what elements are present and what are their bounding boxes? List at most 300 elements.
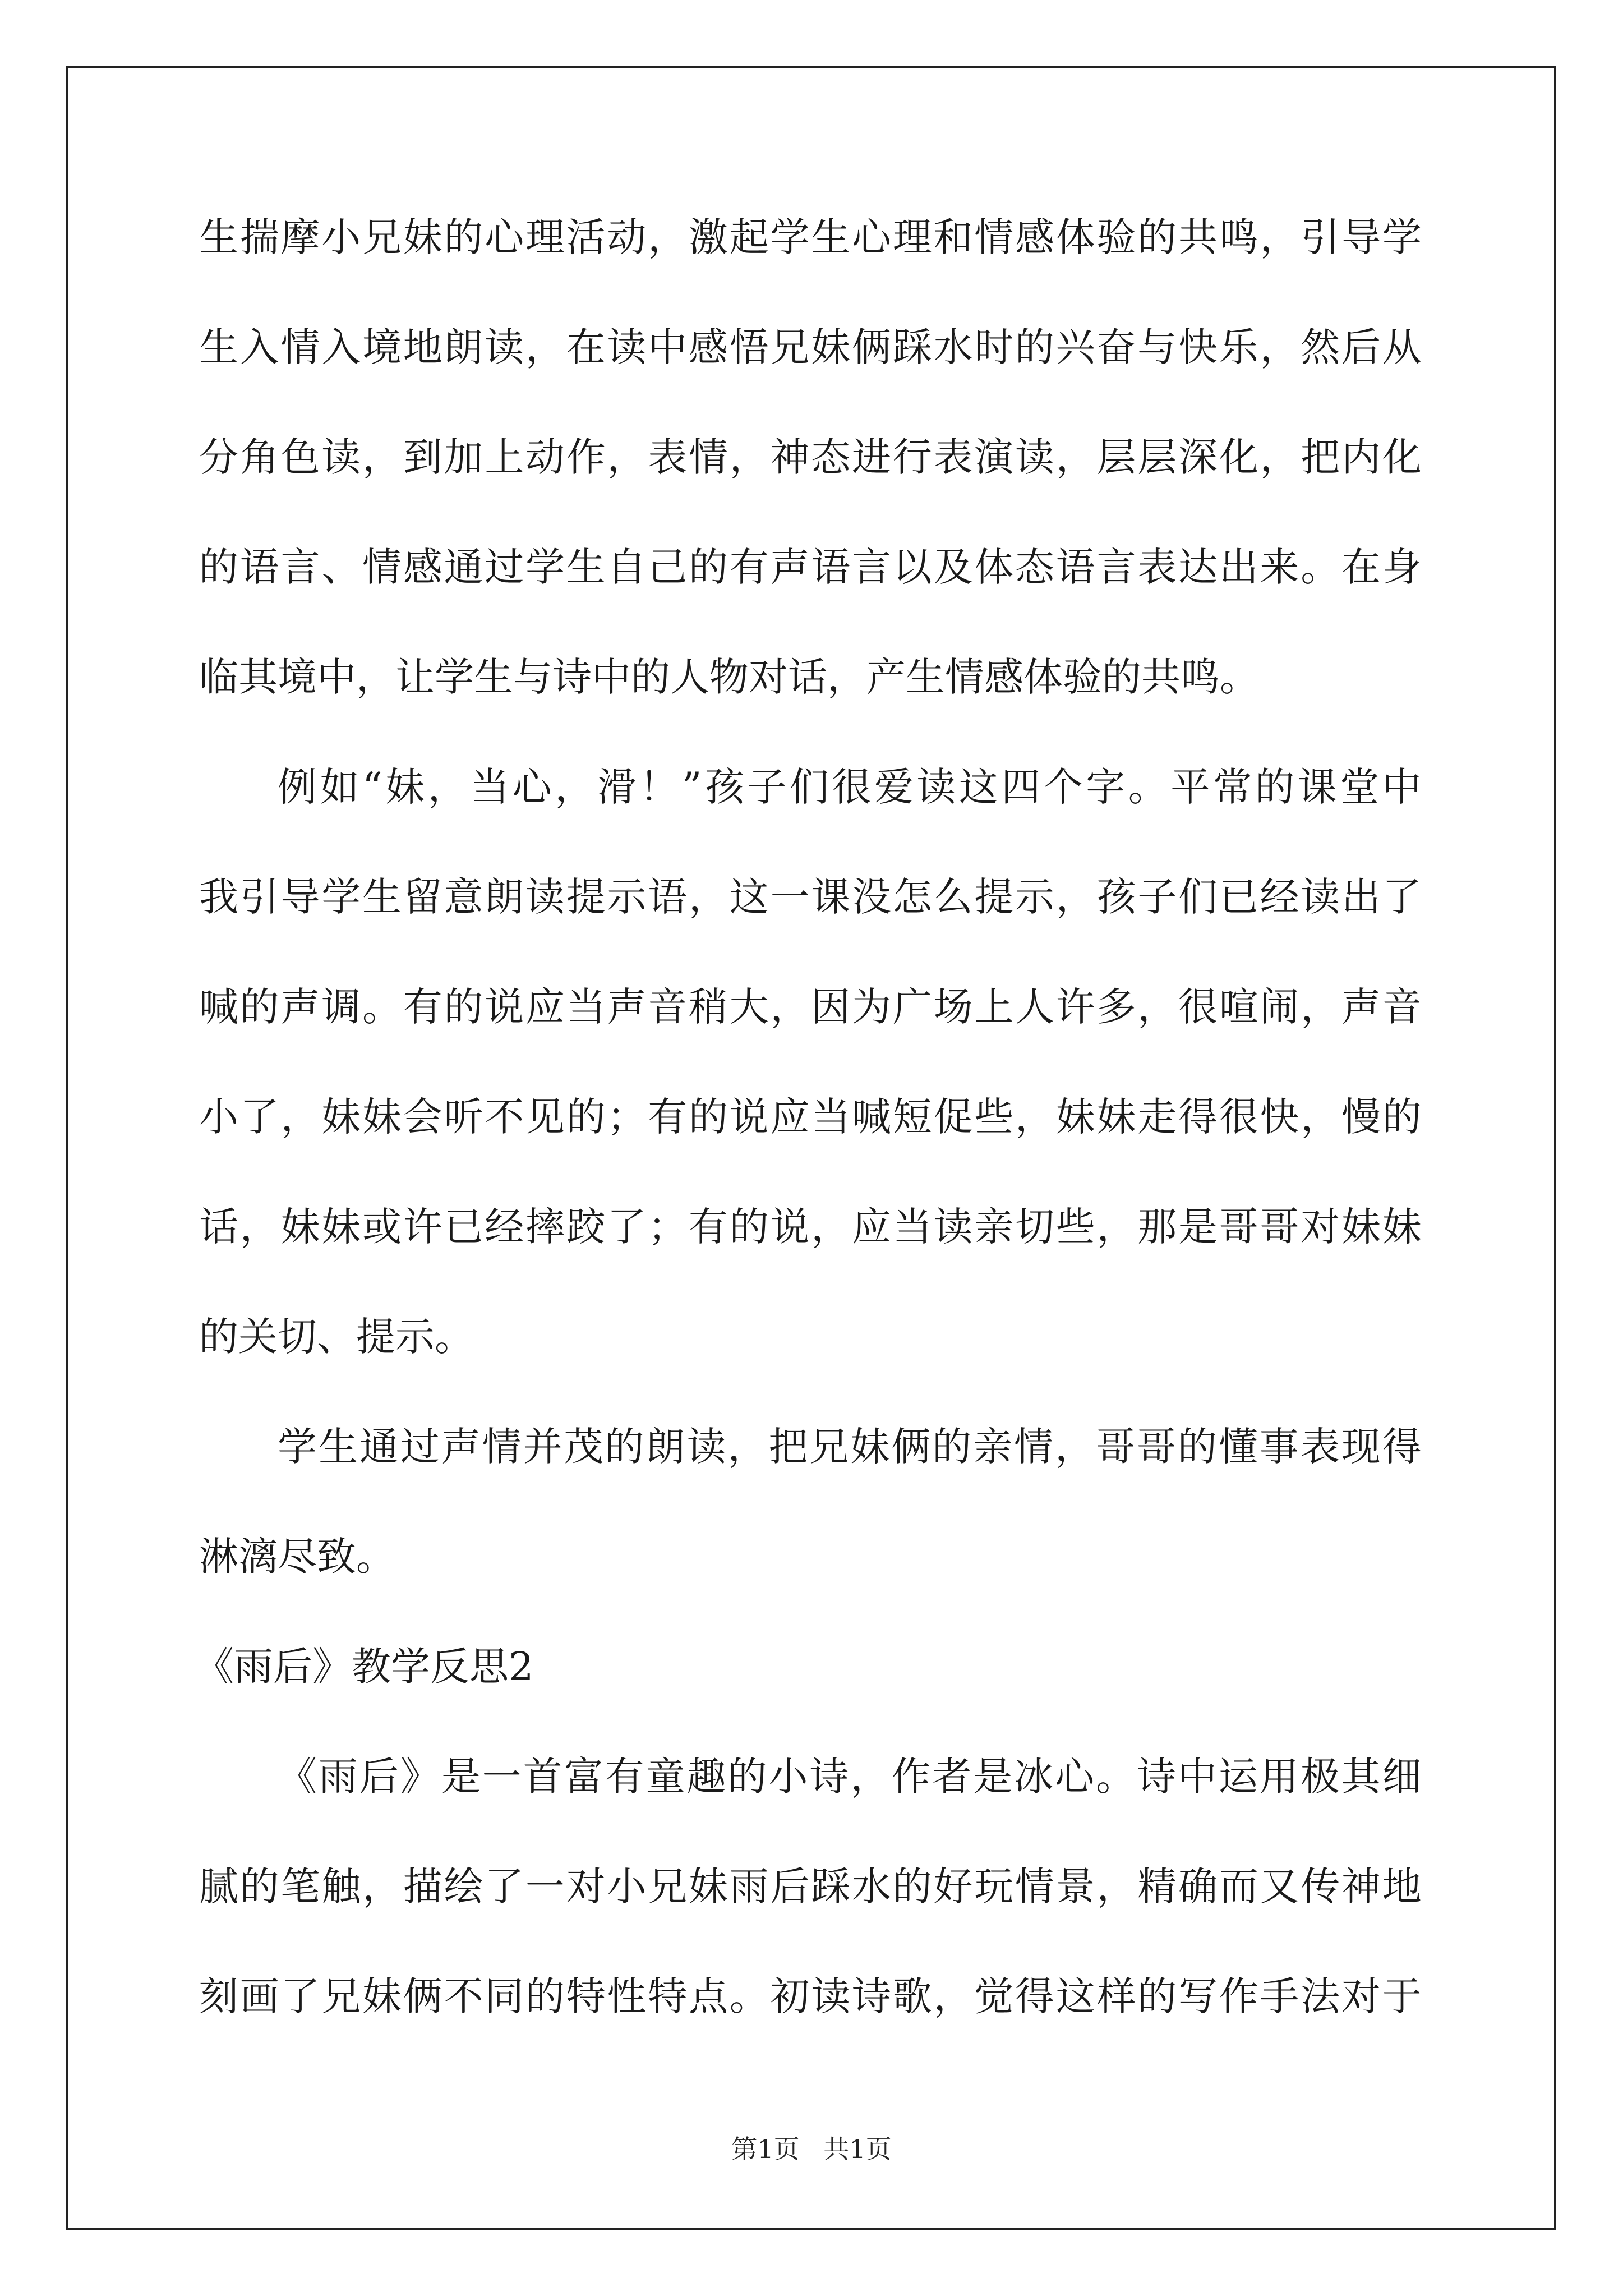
char: 诗 xyxy=(852,1973,891,2019)
char: 分 xyxy=(199,434,238,480)
char: 感 xyxy=(403,544,442,590)
char: 快 xyxy=(1178,324,1218,370)
char: 共 xyxy=(1178,214,1218,260)
char: 特 xyxy=(566,1973,606,2019)
char: 动 xyxy=(525,434,565,480)
char: 在 xyxy=(566,324,606,370)
char: 的 xyxy=(444,214,483,260)
char: 富 xyxy=(564,1754,603,1800)
char: 引 xyxy=(1301,214,1340,260)
char: 笔 xyxy=(280,1864,320,1910)
char: ， xyxy=(1137,984,1177,1030)
char: ， xyxy=(1096,1204,1136,1250)
char: 入 xyxy=(321,324,361,370)
char: 的 xyxy=(1382,1094,1422,1140)
char: 意 xyxy=(444,874,483,920)
char: 哥 xyxy=(1260,1204,1299,1250)
char: 传 xyxy=(1301,1864,1340,1910)
char: 学 xyxy=(278,1424,317,1470)
char: 描 xyxy=(403,1864,442,1910)
char: 或 xyxy=(362,1204,402,1250)
char: 把 xyxy=(1301,434,1340,480)
char: 了 xyxy=(239,1094,279,1140)
char: 了 xyxy=(485,1864,524,1910)
char: 导 xyxy=(1341,214,1381,260)
char: ， xyxy=(427,764,467,810)
char: 的 xyxy=(689,1094,728,1140)
char: 如 xyxy=(320,764,359,810)
char: 朗 xyxy=(645,1424,685,1470)
char: 是 xyxy=(441,1754,481,1800)
char: 个 xyxy=(1043,764,1083,810)
char: 激 xyxy=(689,214,728,260)
char: 读 xyxy=(916,764,956,810)
char: 的 xyxy=(566,1094,606,1140)
char: 孩 xyxy=(704,764,744,810)
char: 促 xyxy=(933,1094,973,1140)
char: 的 xyxy=(239,984,279,1030)
char: 一 xyxy=(482,1754,522,1800)
char: 有 xyxy=(648,1094,688,1140)
char: 情 xyxy=(1015,1864,1054,1910)
char: 朗 xyxy=(485,874,524,920)
char: 初 xyxy=(770,1973,810,2019)
page-footer xyxy=(0,2129,1623,2166)
char: 了 xyxy=(607,1204,647,1250)
char: 后 xyxy=(770,1864,810,1910)
char: ， xyxy=(1301,984,1340,1030)
char: 生 xyxy=(362,874,402,920)
char: 读 xyxy=(607,324,647,370)
char: 语 xyxy=(648,874,688,920)
char: 雨 xyxy=(729,1864,769,1910)
char: 表 xyxy=(1300,1424,1340,1470)
char: 内 xyxy=(1341,434,1381,480)
char: 通 xyxy=(444,544,483,590)
char: 读 xyxy=(811,1973,851,2019)
char: 以 xyxy=(892,544,932,590)
char: 读 xyxy=(686,1424,726,1470)
char: 。 xyxy=(1096,1754,1136,1800)
char: 闹 xyxy=(1260,984,1299,1030)
char: ， xyxy=(727,1424,767,1470)
char: 喊 xyxy=(852,1094,891,1140)
char: 不 xyxy=(444,1973,483,2019)
char: 切 xyxy=(1015,1204,1054,1250)
char: 读 xyxy=(933,1204,973,1250)
char: 从 xyxy=(1382,324,1422,370)
char: 了 xyxy=(280,1973,320,2019)
char: 人 xyxy=(1015,984,1054,1030)
char: ， xyxy=(850,1754,890,1800)
char: 妹 xyxy=(362,1094,402,1140)
char: 声 xyxy=(1341,984,1381,1030)
char: 些 xyxy=(974,1094,1014,1140)
line-text: 的关切、提示。 xyxy=(199,1314,474,1360)
char: 得 xyxy=(1015,1973,1054,2019)
char: 生 xyxy=(566,544,606,590)
char: 性 xyxy=(607,1973,647,2019)
char: 角 xyxy=(239,434,279,480)
char: ； xyxy=(607,1094,647,1140)
char: 点 xyxy=(689,1973,728,2019)
char: 。 xyxy=(362,984,402,1030)
char: 跤 xyxy=(566,1204,606,1250)
char: 很 xyxy=(1178,984,1218,1030)
char: 言 xyxy=(852,544,891,590)
char: 的 xyxy=(892,1864,932,1910)
char: 的 xyxy=(727,1754,767,1800)
char: 哥 xyxy=(1219,1204,1258,1250)
char: 活 xyxy=(566,214,606,260)
char: 乐 xyxy=(1219,324,1258,370)
char: 理 xyxy=(892,214,932,260)
char: 情 xyxy=(362,544,402,590)
char: 演 xyxy=(974,434,1014,480)
char: 妹 xyxy=(403,214,442,260)
char: 到 xyxy=(403,434,442,480)
char: 而 xyxy=(1219,1864,1258,1910)
char: 写 xyxy=(1178,1973,1218,2019)
char: 、 xyxy=(321,544,361,590)
char: 绘 xyxy=(444,1864,483,1910)
char: 为 xyxy=(852,984,891,1030)
char: 已 xyxy=(1219,874,1258,920)
char: 们 xyxy=(789,764,829,810)
char: 读 xyxy=(1015,434,1054,480)
char: 同 xyxy=(485,1973,524,2019)
char: 与 xyxy=(1137,324,1177,370)
char: 作 xyxy=(1219,1973,1258,2019)
text-line xyxy=(199,984,1422,1030)
char: 学 xyxy=(770,214,810,260)
char: 加 xyxy=(444,434,483,480)
char: 得 xyxy=(1178,1094,1218,1140)
char: 觉 xyxy=(974,1973,1014,2019)
char: 的 xyxy=(1137,1973,1177,2019)
char: 得 xyxy=(1382,1424,1422,1470)
char: 妹 xyxy=(280,1204,320,1250)
char: 上 xyxy=(974,984,1014,1030)
char: 会 xyxy=(403,1094,442,1140)
char: ， xyxy=(1260,324,1299,370)
char: 深 xyxy=(1178,434,1218,480)
char: 许 xyxy=(403,1204,442,1250)
char: 心 xyxy=(852,214,891,260)
char: 兄 xyxy=(648,1864,688,1910)
char: ， xyxy=(1096,1864,1136,1910)
char: ， xyxy=(689,874,728,920)
char: 境 xyxy=(362,324,402,370)
char: 》 xyxy=(400,1754,440,1800)
char: 其 xyxy=(1341,1754,1381,1800)
char: 中 xyxy=(1382,764,1422,810)
char: ， xyxy=(729,434,769,480)
heading-text: 《雨后》教学反思2 xyxy=(195,1644,534,1690)
char: 引 xyxy=(239,874,279,920)
char: 态 xyxy=(811,434,851,480)
char: 哥 xyxy=(1137,1424,1177,1470)
char: 亲 xyxy=(973,1424,1013,1470)
char: 感 xyxy=(689,324,728,370)
char: 留 xyxy=(403,874,442,920)
char: 玩 xyxy=(974,1864,1014,1910)
char: 我 xyxy=(199,874,238,920)
char: 妹 xyxy=(1055,1094,1095,1140)
char: 妹 xyxy=(850,1424,890,1470)
char: ， xyxy=(1055,1424,1095,1470)
char: 刻 xyxy=(199,1973,238,2019)
char: 学 xyxy=(1382,214,1422,260)
char: 后 xyxy=(1341,324,1381,370)
char: 学 xyxy=(525,544,565,590)
char: 的 xyxy=(689,544,728,590)
char: 子 xyxy=(747,764,787,810)
char: 样 xyxy=(1096,1973,1136,2019)
char: 声 xyxy=(280,984,320,1030)
char: ， xyxy=(648,214,688,260)
char: ， xyxy=(555,764,594,810)
char: 朗 xyxy=(444,324,483,370)
char: 生 xyxy=(811,214,851,260)
char: 哥 xyxy=(1096,1424,1136,1470)
char: ， xyxy=(1015,1094,1054,1140)
char: 妹 xyxy=(385,764,425,810)
char: 喊 xyxy=(199,984,238,1030)
char: “ xyxy=(362,764,382,810)
char: 很 xyxy=(832,764,872,810)
char: 踩 xyxy=(892,324,932,370)
char: 手 xyxy=(1260,1973,1299,2019)
char: 层 xyxy=(1096,434,1136,480)
char: 摔 xyxy=(525,1204,565,1250)
char: 景 xyxy=(1055,1864,1095,1910)
char: 摩 xyxy=(280,214,320,260)
char: 表 xyxy=(933,434,973,480)
char: 妹 xyxy=(689,1864,728,1910)
char: 妹 xyxy=(321,1204,361,1250)
char: 心 xyxy=(1055,1754,1095,1800)
char: 时 xyxy=(974,324,1014,370)
char: 茂 xyxy=(564,1424,603,1470)
char: ， xyxy=(811,1204,851,1250)
text-line xyxy=(199,1864,1422,1910)
char: 这 xyxy=(729,874,769,920)
char: 层 xyxy=(1137,434,1177,480)
char: ， xyxy=(1301,1094,1340,1140)
char: 动 xyxy=(607,214,647,260)
char: 了 xyxy=(1382,874,1422,920)
char: 奋 xyxy=(1096,324,1136,370)
char: 及 xyxy=(933,544,973,590)
char: 的 xyxy=(1255,764,1295,810)
char: 这 xyxy=(1055,1973,1095,2019)
char: 验 xyxy=(1096,214,1136,260)
char: 趣 xyxy=(686,1754,726,1800)
char: 提 xyxy=(566,874,606,920)
char: 妹 xyxy=(1096,1094,1136,1140)
char: 情 xyxy=(482,1424,522,1470)
char: 当 xyxy=(892,1204,932,1250)
paragraph-first-line xyxy=(278,1424,1422,1470)
char: 出 xyxy=(1219,544,1258,590)
char: 字 xyxy=(1086,764,1126,810)
char: 语 xyxy=(811,544,851,590)
char: 稍 xyxy=(689,984,728,1030)
char: 的 xyxy=(932,1424,972,1470)
char: 首 xyxy=(523,1754,562,1800)
char: 地 xyxy=(1382,1864,1422,1910)
char: 踩 xyxy=(811,1864,851,1910)
text-line xyxy=(199,1094,1422,1140)
char: 一 xyxy=(525,1864,565,1910)
text-line xyxy=(199,1204,1422,1250)
char: 兄 xyxy=(321,1973,361,2019)
char: 爱 xyxy=(874,764,914,810)
char: 过 xyxy=(400,1424,440,1470)
char: 化 xyxy=(1219,434,1258,480)
char: 的 xyxy=(729,1204,769,1250)
char: 水 xyxy=(933,324,973,370)
char: 地 xyxy=(403,324,442,370)
char: 。 xyxy=(729,1973,769,2019)
paragraph-first-line xyxy=(278,764,1422,810)
char: 法 xyxy=(1301,1973,1340,2019)
char: 作 xyxy=(566,434,606,480)
char: 歌 xyxy=(892,1973,932,2019)
line-text: 淋漓尽致。 xyxy=(199,1534,395,1580)
char: 说 xyxy=(485,984,524,1030)
char: 对 xyxy=(1341,1973,1381,2019)
char: 好 xyxy=(933,1864,973,1910)
char: 多 xyxy=(1096,984,1136,1030)
char: 喧 xyxy=(1219,984,1258,1030)
char: 子 xyxy=(1137,874,1177,920)
char: 生 xyxy=(318,1424,358,1470)
page-total: 共1页 xyxy=(823,2134,892,2164)
char: 许 xyxy=(1055,984,1095,1030)
char: 慢 xyxy=(1341,1094,1381,1140)
char: 出 xyxy=(1341,874,1381,920)
char: 小 xyxy=(607,1864,647,1910)
char: 短 xyxy=(892,1094,932,1140)
char: 感 xyxy=(1015,214,1054,260)
char: 事 xyxy=(1259,1424,1299,1470)
paragraph-first-line xyxy=(278,1754,1422,1800)
char: 当 xyxy=(470,764,510,810)
char: ， xyxy=(1260,434,1299,480)
char: 和 xyxy=(933,214,973,260)
char: 经 xyxy=(485,1204,524,1250)
char: 那 xyxy=(1137,1204,1177,1250)
text-line xyxy=(199,654,1259,700)
char: 作 xyxy=(891,1754,931,1800)
char: 小 xyxy=(199,1094,238,1140)
text-line xyxy=(199,324,1422,370)
char: 提 xyxy=(974,874,1014,920)
char: 神 xyxy=(1341,1864,1381,1910)
char: 水 xyxy=(852,1864,891,1910)
char: 妹 xyxy=(811,324,851,370)
char: 过 xyxy=(485,544,524,590)
char: 精 xyxy=(1137,1864,1177,1910)
char: ” xyxy=(681,764,702,810)
char: 。 xyxy=(1128,764,1168,810)
char: 当 xyxy=(566,984,606,1030)
char: 生 xyxy=(199,214,238,260)
char: ， xyxy=(525,324,565,370)
char: 话 xyxy=(199,1204,238,1250)
char: 上 xyxy=(485,434,524,480)
char: 心 xyxy=(512,764,552,810)
char: 应 xyxy=(525,984,565,1030)
char: 冰 xyxy=(1014,1754,1054,1800)
char: 神 xyxy=(770,434,810,480)
char: ， xyxy=(933,1973,973,2019)
char: ， xyxy=(362,1864,402,1910)
char: 有 xyxy=(689,1204,728,1250)
char: 因 xyxy=(811,984,851,1030)
char: 把 xyxy=(768,1424,808,1470)
char: 情 xyxy=(280,324,320,370)
char: 示 xyxy=(607,874,647,920)
page-number: 第1页 xyxy=(731,2134,800,2164)
char: 者 xyxy=(932,1754,972,1800)
char: 表 xyxy=(648,434,688,480)
char: 大 xyxy=(729,984,769,1030)
char: 俩 xyxy=(403,1973,442,2019)
char: 言 xyxy=(1096,544,1136,590)
char: 自 xyxy=(607,544,647,590)
char: 调 xyxy=(321,984,361,1030)
char: 揣 xyxy=(239,214,279,260)
char: 快 xyxy=(1260,1094,1299,1140)
char: 怎 xyxy=(892,874,932,920)
char: 当 xyxy=(811,1094,851,1140)
char: 雨 xyxy=(318,1754,358,1800)
char: 《 xyxy=(278,1754,317,1800)
char: 。 xyxy=(1301,544,1340,590)
char: 一 xyxy=(770,874,810,920)
char: 四 xyxy=(1001,764,1041,810)
char: 细 xyxy=(1382,1754,1422,1800)
char: 情 xyxy=(689,434,728,480)
char: 妹 xyxy=(321,1094,361,1140)
char: 又 xyxy=(1260,1864,1299,1910)
char: 课 xyxy=(1297,764,1337,810)
char: 通 xyxy=(359,1424,399,1470)
char: 有 xyxy=(403,984,442,1030)
text-line xyxy=(199,434,1422,480)
char: 诗 xyxy=(1137,1754,1177,1800)
char: 读 xyxy=(321,434,361,480)
char: 身 xyxy=(1382,544,1422,590)
char: 音 xyxy=(648,984,688,1030)
char: 的 xyxy=(525,1973,565,2019)
char: 确 xyxy=(1178,1864,1218,1910)
char: 场 xyxy=(933,984,973,1030)
char: 态 xyxy=(1015,544,1054,590)
char: 没 xyxy=(852,874,891,920)
char: 兄 xyxy=(809,1424,849,1470)
text-line xyxy=(199,874,1422,920)
char: 声 xyxy=(607,984,647,1030)
char: 读 xyxy=(1301,874,1340,920)
char: 常 xyxy=(1212,764,1252,810)
char: 么 xyxy=(933,874,973,920)
char: 些 xyxy=(1055,1204,1095,1250)
char: 对 xyxy=(1301,1204,1340,1250)
